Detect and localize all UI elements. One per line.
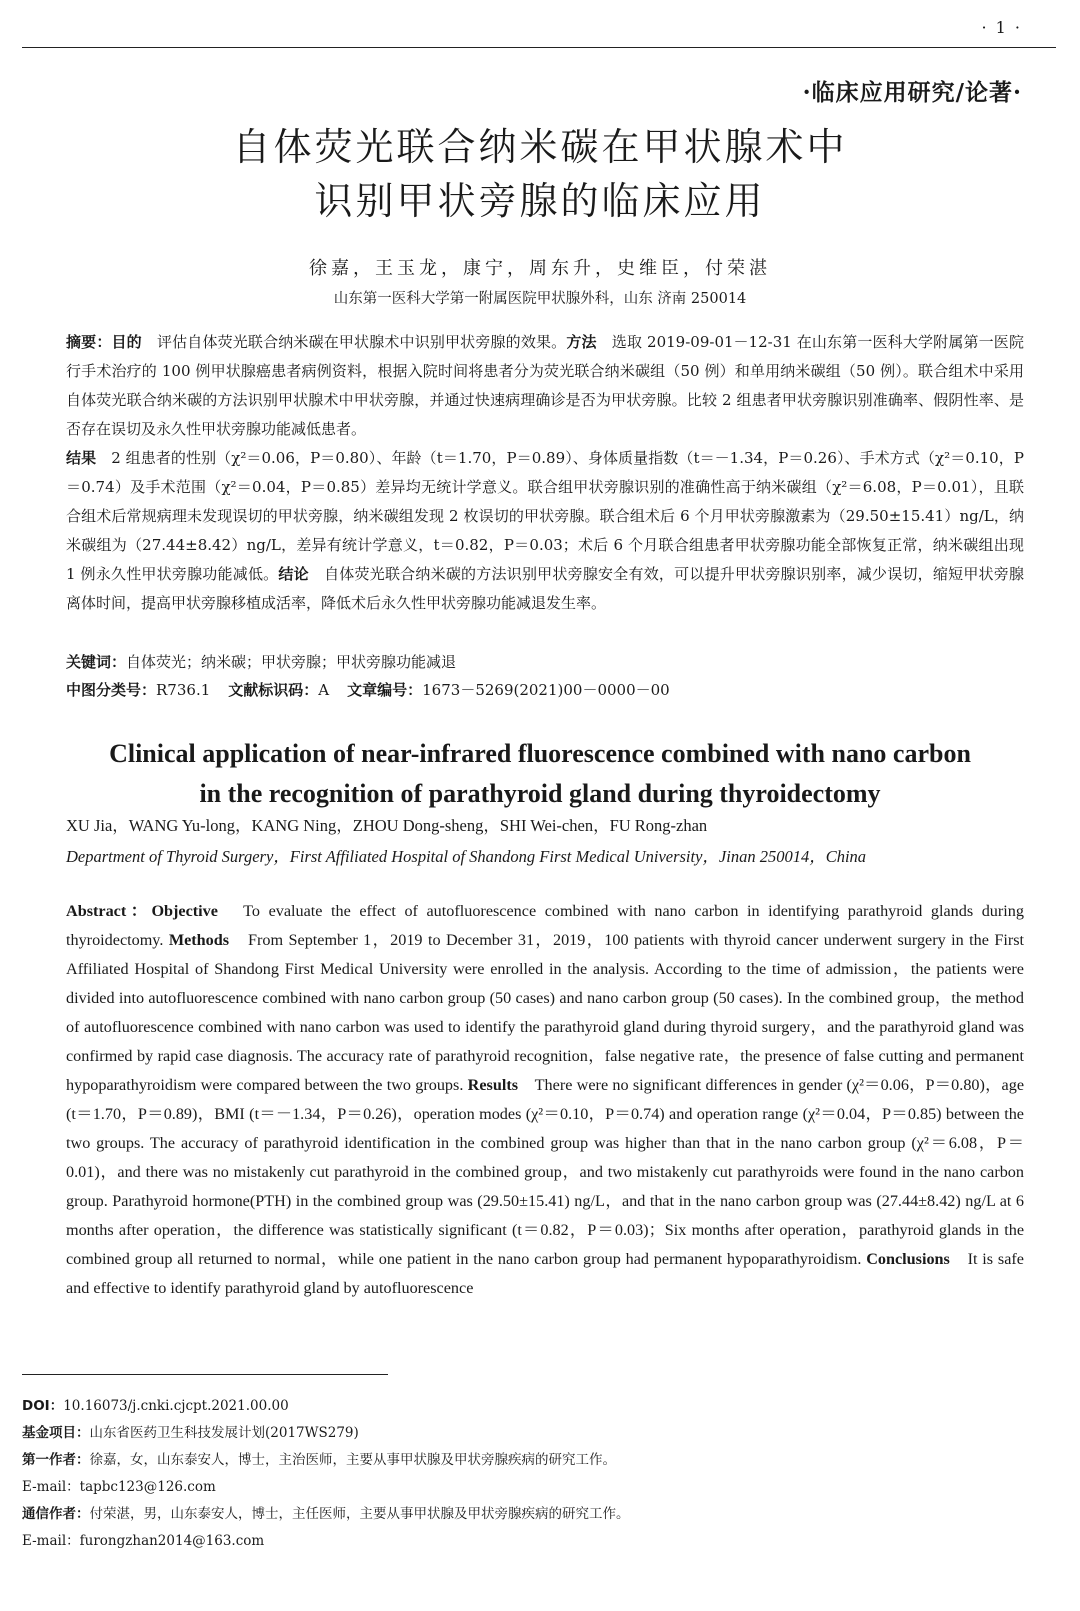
chinese-keywords xyxy=(66,648,1024,676)
chinese-affiliation: 山东第一医科大学第一附属医院甲状腺外科，山东 济南 250014 xyxy=(333,291,747,307)
en-objective-text: To evaluate the effect of autofluorescence combined with nano carbon in identifying parathyroid glands during thyroidectomy. xyxy=(66,902,1024,949)
conclusion-text: 自体荧光联合纳米碳的方法识别甲状旁腺安全有效，可以提升甲状旁腺识别率，减少误切，缩短甲状旁腺离体时间，提高甲状旁腺移植成活率，降低术后永久性甲状旁腺功能减退发生率。 xyxy=(66,565,1024,612)
doi-line xyxy=(22,1393,1022,1420)
doc-code-value: A xyxy=(318,681,330,699)
chinese-title-line-2: 识别甲状旁腺的临床应用 xyxy=(314,179,766,223)
chinese-title xyxy=(0,120,1080,228)
en-results-text: There were no significant differences in gender (χ²＝0.06，P＝0.80)，age (t＝1.70，P＝0.89)，BMI (t＝－1.34，P＝0.26)，operation modes (χ²＝0.10，P＝0.74) and operation range (χ²＝0.04，P＝0.85) between the two groups. The accuracy of parathyroid identification in the combined group was higher than that in the nano carbon group (χ²＝6.08，P＝0.01)，and there was no mistakenly cut parathyroid in the combined group，and two mistakenly cut parathyroids were found in the nano carbon group. Parathyroid hormone(PTH) in the combined group was (29.50±15.41) ng/L，and that in the nano carbon group was (27.44±8.42) ng/L at 6 months after operation，the difference was statistically significant (t＝0.82，P＝0.03)；Six months after operation，parathyroid glands in the combined group all returned to normal，while one patient in the nano carbon group had permanent hypoparathyroidism. xyxy=(66,1076,1025,1268)
en-abstract-label: Abstract： xyxy=(66,902,152,920)
chinese-authors: 徐嘉，王玉龙，康宁，周东升，史维臣，付荣湛 xyxy=(309,258,771,279)
doc-code-label: 文献标识码： xyxy=(228,681,319,699)
clc-value: R736.1 xyxy=(156,681,211,699)
methods-text: 选取 2019-09-01－12-31 在山东第一医科大学附属第一医院行手术治疗的 100 例甲状腺癌患者病例资料，根据入院时间将患者分为荧光联合纳米碳组（50 例）和单用纳米碳组（50 例）。联合组术中采用自体荧光联合纳米碳的方法识别甲状腺术中甲状旁腺，并通过快速病理确诊是否为甲状旁腺。比较 2 组患者甲状旁腺识别准确率、假阴性率、是否存在误切及永久性甲状旁腺功能减低患者。 xyxy=(66,333,1024,438)
fund-line xyxy=(22,1420,1022,1447)
doi-label: DOI： xyxy=(22,1398,64,1414)
fund-value: 山东省医药卫生科技发展计划(2017WS279) xyxy=(89,1425,359,1441)
english-title-line-1: Clinical application of near-infrared fluorescence combined with nano carbon xyxy=(109,739,971,768)
column-heading: ·临床应用研究/论著· xyxy=(802,79,1022,106)
objective-label: 目的 xyxy=(111,333,142,351)
en-conclusions-label: Conclusions xyxy=(866,1250,950,1268)
page-number: · 1 · xyxy=(981,18,1022,37)
chinese-abstract xyxy=(66,328,1024,618)
methods-label: 方法 xyxy=(566,333,597,351)
en-objective-label: Objective xyxy=(151,902,218,920)
clc-label: 中图分类号： xyxy=(66,681,157,699)
first-author-value: 徐嘉，女，山东泰安人，博士，主治医师，主要从事甲状腺及甲状旁腺疾病的研究工作。 xyxy=(89,1452,616,1468)
footnotes xyxy=(22,1393,1022,1555)
results-text: 2 组患者的性别（χ²＝0.06，P＝0.80）、年龄（t＝1.70，P＝0.89）、身体质量指数（t＝－1.34，P＝0.26）、手术方式（χ²＝0.10，P＝0.74）及手术范围（χ²＝0.04，P＝0.85）差异均无统计学意义。联合组甲状旁腺识别的准确性高于纳米碳组（χ²＝6.08，P＝0.01），且联合组术后常规病理未发现误切的甲状旁腺，纳米碳组发现 2 枚误切的甲状旁腺。联合组术后 6 个月甲状旁腺激素为（29.50±15.41）ng/L，纳米碳组为（27.44±8.42）ng/L，差异有统计学意义，t＝0.82，P＝0.03；术后 6 个月联合组患者甲状旁腺功能全部恢复正常，纳米碳组出现 1 例永久性甲状旁腺功能减低。 xyxy=(66,449,1024,583)
english-affiliation: Department of Thyroid Surgery，First Affiliated Hospital of Shandong First Medical University，Jinan 250014，China xyxy=(66,847,867,866)
en-methods-text: From September 1，2019 to December 31，2019，100 patients with thyroid cancer underwent surgery in the First Affiliated Hospital of Shandong First Medical University were enrolled in the analysis. According to the time of admission，the patients were divided into autofluorescence combined with nano carbon group (50 cases) and nano carbon group (50 cases). In the combined group，the method of autofluorescence combined with nano carbon was used to identify the parathyroid gland during thyroid surgery，and the parathyroid gland was confirmed by rapid case diagnosis. The accuracy rate of parathyroid recognition，false negative rate，the presence of false cutting and permanent hypoparathyroidism were compared between the two groups. xyxy=(66,931,1025,1094)
conclusion-label: 结论 xyxy=(278,565,309,583)
keywords-label: 关键词： xyxy=(66,653,127,671)
en-results-label: Results xyxy=(467,1076,519,1094)
chinese-title-line-1: 自体荧光联合纳米碳在甲状腺术中 xyxy=(232,125,848,169)
english-title xyxy=(40,734,1040,814)
en-conclusions-text: It is safe and effective to identify parathyroid gland by autofluorescence xyxy=(66,1250,1024,1297)
classification-line xyxy=(66,676,1024,704)
results-label: 结果 xyxy=(66,449,97,467)
article-no-value: 1673－5269(2021)00－0000－00 xyxy=(422,681,670,699)
english-authors: XU Jia，WANG Yu-long，KANG Ning，ZHOU Dong-sheng，SHI Wei-chen，FU Rong-zhan xyxy=(66,816,708,835)
english-title-line-2: in the recognition of parathyroid gland during thyroidectomy xyxy=(199,779,881,808)
article-no-label: 文章编号： xyxy=(347,681,423,699)
corresponding-email[interactable]: E-mail：furongzhan2014@163.com xyxy=(22,1533,265,1549)
doi-value[interactable]: 10.16073/j.cnki.cjcpt.2021.00.00 xyxy=(63,1398,289,1414)
abstract-label: 摘要： xyxy=(66,333,112,351)
keywords-text: 自体荧光；纳米碳；甲状旁腺；甲状旁腺功能减退 xyxy=(126,653,457,671)
first-author-email[interactable]: E-mail：tapbc123@126.com xyxy=(22,1479,216,1495)
first-author-label: 第一作者： xyxy=(22,1452,90,1468)
english-abstract xyxy=(66,897,1024,1303)
fund-label: 基金项目： xyxy=(22,1425,90,1441)
corresponding-value: 付荣湛，男，山东泰安人，博士，主任医师，主要从事甲状腺及甲状旁腺疾病的研究工作。 xyxy=(89,1506,630,1522)
first-author-line xyxy=(22,1447,1022,1474)
header-rule xyxy=(22,47,1056,48)
footnote-rule xyxy=(22,1374,388,1375)
objective-text: 评估自体荧光联合纳米碳在甲状腺术中识别甲状旁腺的效果。 xyxy=(141,333,567,351)
corresponding-author-line xyxy=(22,1501,1022,1528)
corresponding-label: 通信作者： xyxy=(22,1506,90,1522)
en-methods-label: Methods xyxy=(168,931,230,949)
